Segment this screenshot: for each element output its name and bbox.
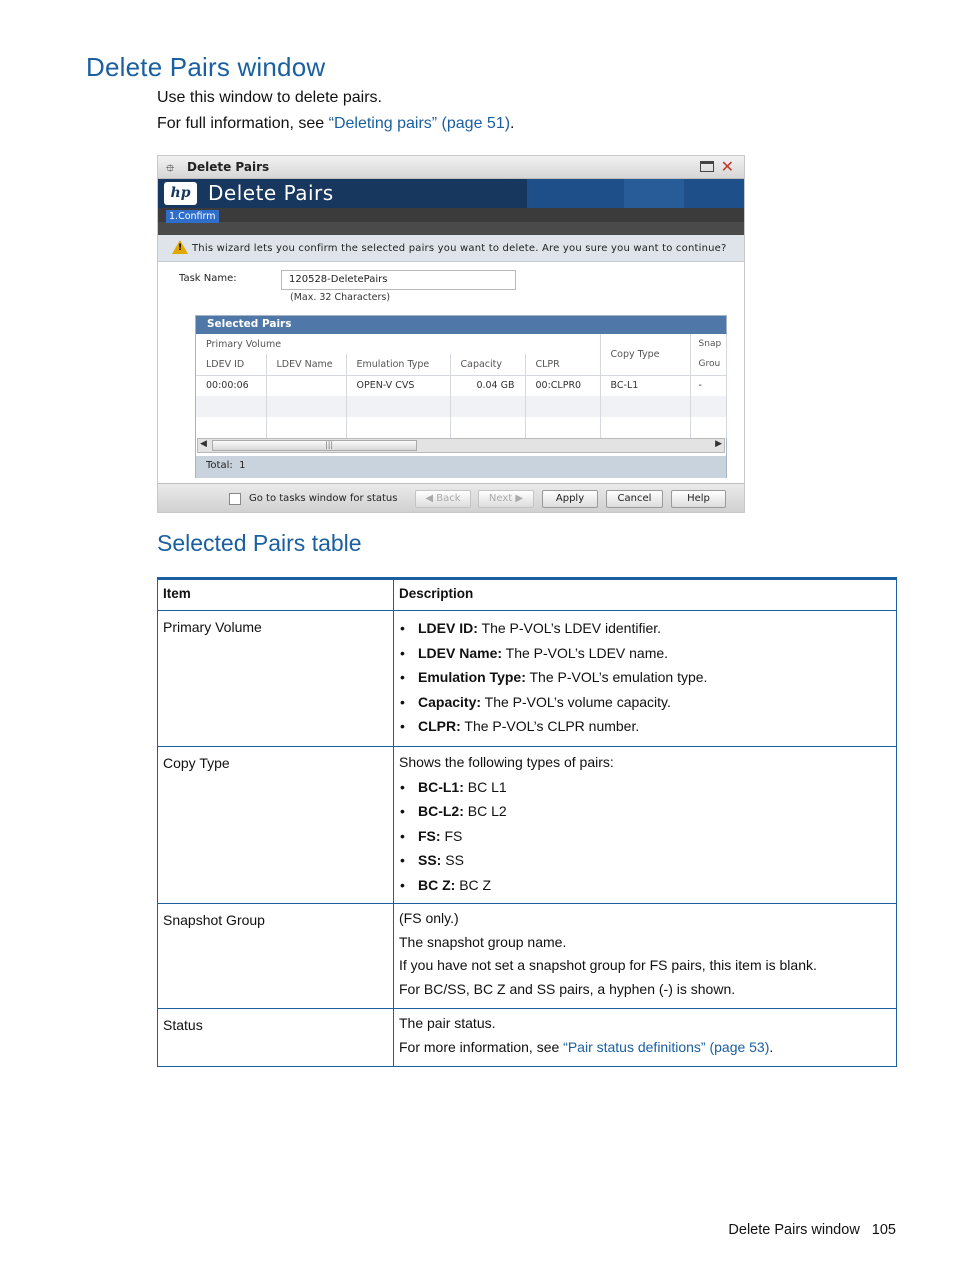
window-title: Delete Pairs — [187, 160, 270, 174]
intro-text: Use this window to delete pairs. — [157, 89, 382, 106]
maximize-icon[interactable] — [700, 161, 714, 172]
banner-decoration-2 — [624, 179, 684, 208]
hp-logo-icon: hp — [164, 182, 197, 205]
horizontal-scrollbar[interactable] — [197, 438, 725, 453]
page-heading: Delete Pairs window — [86, 52, 326, 82]
snapshot-line: The snapshot group name. — [399, 933, 567, 950]
header-description: Description — [394, 579, 897, 611]
column-header-clpr[interactable]: CLPR — [525, 354, 600, 375]
cell-ldev-id: 00:00:06 — [196, 375, 266, 396]
section-heading: Selected Pairs table — [157, 530, 362, 556]
close-icon[interactable]: ✕ — [720, 157, 734, 176]
copy-type-intro: Shows the following types of pairs: — [399, 754, 614, 770]
cell-capacity: 0.04 GB — [450, 375, 525, 396]
banner-title: Delete Pairs — [208, 181, 334, 205]
page-number: 105 — [871, 1222, 896, 1238]
page-footer — [728, 1222, 896, 1238]
snapshot-line: For BC/SS, BC Z and SS pairs, a hyphen (-) is shown. — [399, 980, 736, 997]
warning-text: This wizard lets you confirm the selected pairs you want to delete. Are you sure you want to continue? — [192, 243, 727, 254]
cancel-button[interactable]: Cancel — [606, 490, 663, 508]
item-snapshot-group: Snapshot Group — [158, 904, 394, 1009]
task-name-hint: (Max. 32 Characters) — [290, 292, 391, 303]
description-copy-type — [394, 747, 897, 904]
list-item: • LDEV ID: The P-VOL’s LDEV identifier. — [399, 616, 891, 641]
table-row — [158, 611, 897, 747]
selected-pairs-grid — [196, 334, 727, 438]
wizard-footer — [158, 483, 745, 513]
cell-ldev-name — [266, 375, 346, 396]
column-header-snapshot-2[interactable]: Grou — [690, 354, 726, 375]
item-copy-type: Copy Type — [158, 747, 394, 904]
selected-pairs-description-table — [157, 577, 897, 1067]
warning-bar — [158, 235, 744, 262]
intro-reference-suffix: . — [510, 115, 515, 132]
step-confirm: 1.Confirm — [166, 210, 219, 223]
table-row — [158, 904, 897, 1009]
description-snapshot-group — [394, 904, 897, 1009]
column-header-capacity[interactable]: Capacity — [450, 354, 525, 375]
item-primary-volume: Primary Volume — [158, 611, 394, 747]
intro-reference — [157, 115, 515, 133]
next-button[interactable]: Next ▶ — [478, 490, 534, 508]
warning-icon-mark: ! — [178, 243, 183, 253]
goto-tasks-label: Go to tasks window for status — [249, 493, 398, 504]
status-reference-suffix: . — [769, 1038, 774, 1055]
column-header-ldev-id[interactable]: LDEV ID — [196, 354, 266, 375]
grip-icon: ||| — [325, 440, 334, 449]
column-header-copy-type[interactable]: Copy Type — [600, 334, 690, 375]
table-row-empty — [196, 396, 726, 417]
table-row — [158, 747, 897, 904]
status-reference-prefix: For more information, see — [399, 1038, 564, 1055]
description-status — [394, 1009, 897, 1067]
column-header-emulation-type[interactable]: Emulation Type — [346, 354, 450, 375]
snapshot-line: If you have not set a snapshot group for FS pairs, this item is blank. — [399, 957, 817, 973]
cell-copy-type: BC-L1 — [600, 375, 690, 396]
column-header-ldev-name[interactable]: LDEV Name — [266, 354, 346, 375]
list-item: • Capacity: The P-VOL’s volume capacity. — [399, 690, 891, 715]
cell-clpr: 00:CLPR0 — [525, 375, 600, 396]
scrollbar-thumb[interactable] — [212, 440, 417, 451]
item-status: Status — [158, 1009, 394, 1067]
wizard-banner — [158, 179, 744, 208]
apply-button[interactable]: Apply — [542, 490, 598, 508]
list-item: • FS: FS — [399, 824, 891, 849]
list-item: • BC-L1: BC L1 — [399, 775, 891, 800]
list-item: • BC Z: BC Z — [399, 873, 891, 898]
help-button[interactable]: Help — [671, 490, 726, 508]
collapse-chevron-icon[interactable]: ⯐ — [166, 162, 175, 175]
goto-tasks-checkbox[interactable] — [229, 493, 241, 505]
selected-pairs-panel — [195, 315, 727, 478]
delete-pairs-window-screenshot — [157, 155, 745, 513]
cell-emulation-type: OPEN-V CVS — [346, 375, 450, 396]
list-item: • LDEV Name: The P-VOL’s LDEV name. — [399, 641, 891, 666]
task-name-input[interactable]: 120528-DeletePairs — [281, 270, 516, 290]
snapshot-line: (FS only.) — [399, 910, 459, 926]
status-line: The pair status. — [399, 1015, 496, 1031]
column-header-snapshot-1: Snap — [690, 334, 726, 354]
wizard-step-bar — [158, 208, 744, 235]
footer-title: Delete Pairs window — [728, 1222, 860, 1238]
group-header-primary-volume: Primary Volume — [196, 334, 600, 354]
header-item: Item — [158, 579, 394, 611]
scroll-left-icon[interactable]: ◀ — [200, 439, 207, 449]
cell-snapshot-group: - — [690, 375, 726, 396]
table-row-empty — [196, 417, 726, 438]
total-value: 1 — [239, 460, 246, 471]
task-name-label: Task Name: — [179, 273, 237, 284]
status-reference — [399, 1036, 891, 1060]
list-item: • Emulation Type: The P-VOL’s emulation type. — [399, 665, 891, 690]
scroll-right-icon[interactable]: ▶ — [715, 439, 722, 449]
table-row — [158, 1009, 897, 1067]
total-bar — [196, 456, 726, 478]
list-item: • BC-L2: BC L2 — [399, 799, 891, 824]
list-item: • CLPR: The P-VOL’s CLPR number. — [399, 714, 891, 739]
deleting-pairs-link[interactable]: “Deleting pairs” (page 51) — [328, 115, 511, 132]
list-item: • SS: SS — [399, 848, 891, 873]
back-button[interactable]: ◀ Back — [415, 490, 471, 508]
intro-reference-prefix: For full information, see — [157, 115, 329, 132]
selected-pairs-title: Selected Pairs — [196, 316, 726, 334]
step-bar-lower — [158, 222, 744, 235]
table-row[interactable] — [196, 375, 726, 396]
window-titlebar — [158, 156, 744, 179]
description-primary-volume — [394, 611, 897, 747]
pair-status-definitions-link[interactable]: “Pair status definitions” (page 53) — [563, 1038, 770, 1055]
total-label: Total: — [206, 460, 233, 471]
